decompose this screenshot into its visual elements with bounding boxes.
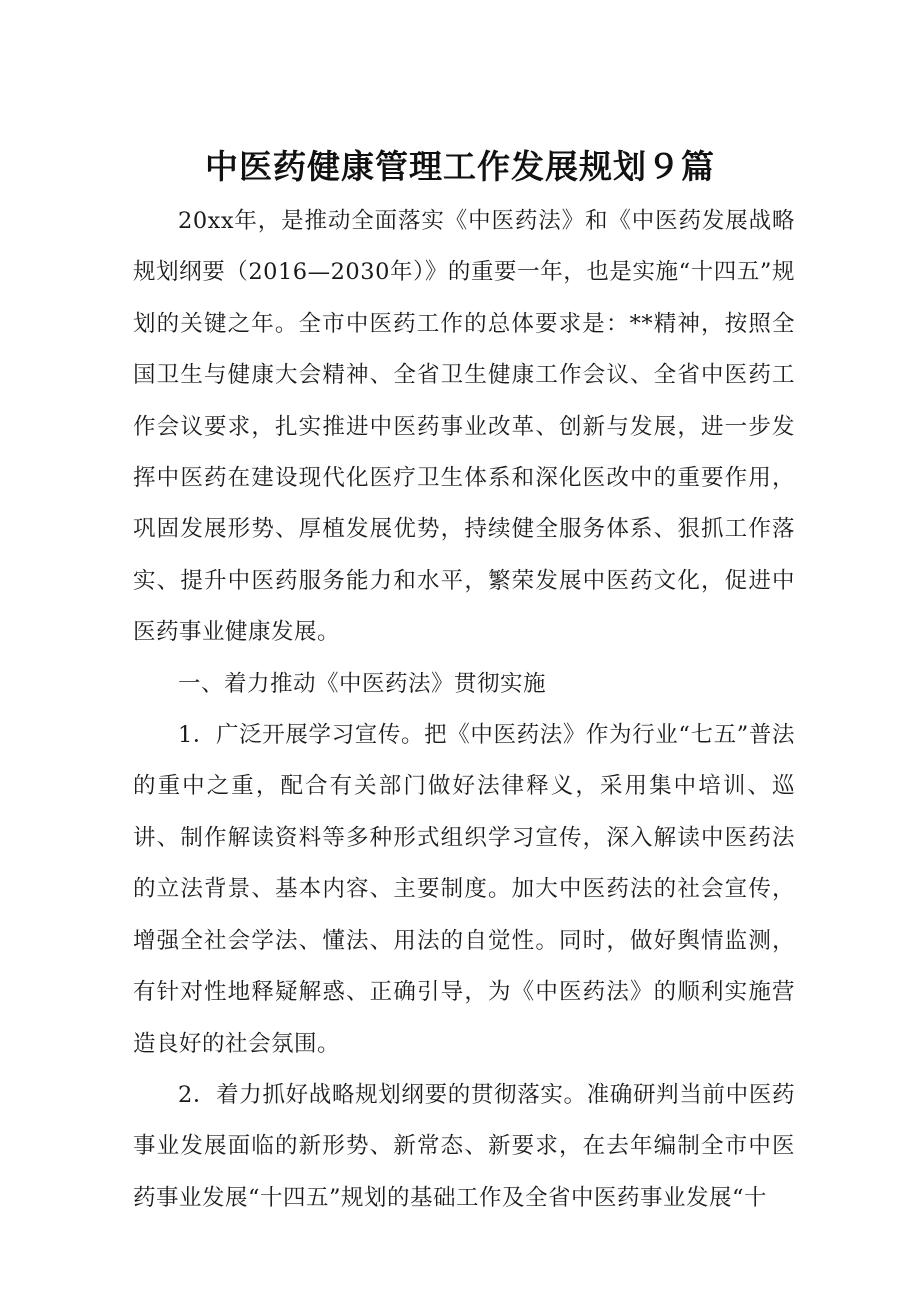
document-body bbox=[133, 196, 795, 1224]
document-title: 中医药健康管理工作发展规划９篇 bbox=[205, 147, 715, 186]
intro-paragraph: 20xx年，是推动全面落实《中医药法》和《中医药发展战略规划纲要（2016—2030年）》的重要一年，也是实施“十四五”规划的关键之年。全市中医药工作的总体要求是：**精神，按照全国卫生与健康大会精神、全省卫生健康工作会议、全省中医药工作会议要求，扎实推进中医药事业改革、创新与发展，进一步发挥中医药在建设现代化医疗卫生体系和深化医改中的重要作用，巩固发展形势、厚植发展优势，持续健全服务体系、狠抓工作落实、提升中医药服务能力和水平，繁荣发展中医药文化，促进中医药事业健康发展。 bbox=[133, 208, 795, 646]
item-paragraph-2: 2．着力抓好战略规划纲要的贯彻落实。准确研判当前中医药事业发展面临的新形势、新常态、新要求，在去年编制全市中医药事业发展“十四五”规划的基础工作及全省中医药事业发展“十 bbox=[133, 1081, 795, 1211]
item-paragraph-1: 1．广泛开展学习宣传。把《中医药法》作为行业“七五”普法的重中之重，配合有关部门做好法律释义，采用集中培训、巡讲、制作解读资料等多种形式组织学习宣传，深入解读中医药法的立法背景、基本内容、主要制度。加大中医药法的社会宣传，增强全社会学法、懂法、用法的自觉性。同时，做好舆情监测，有针对性地释疑解惑、正确引导，为《中医药法》的顺利实施营造良好的社会氛围。 bbox=[133, 722, 795, 1057]
section-heading-1: 一、着力推动《中医药法》贯彻实施 bbox=[178, 670, 547, 697]
